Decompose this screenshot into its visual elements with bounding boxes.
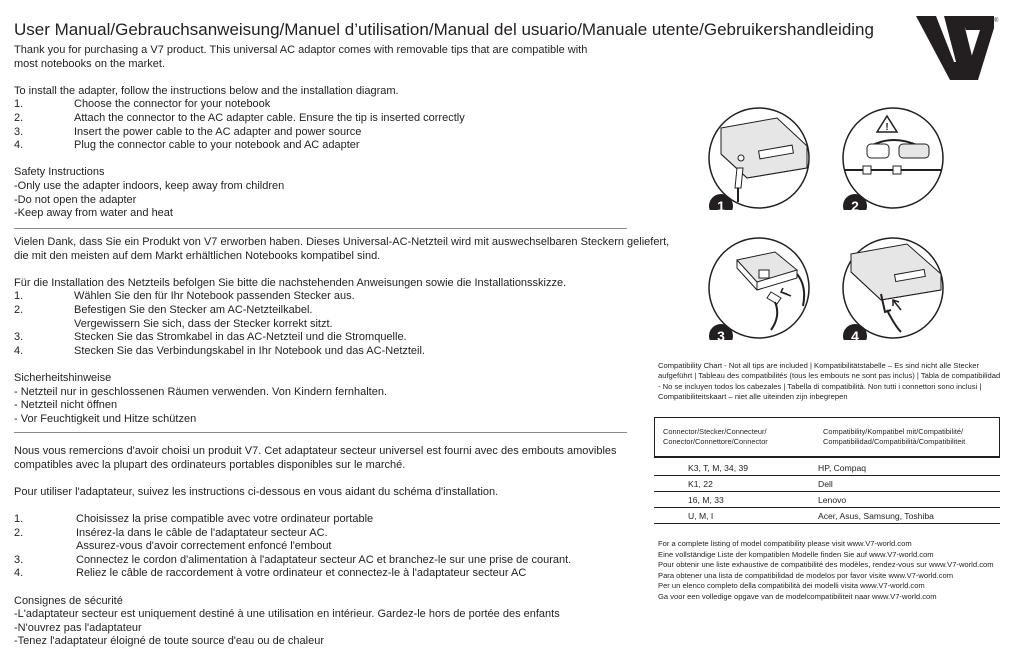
german-safety-item: - Netzteil nicht öffnen (14, 399, 118, 412)
french-safety-item: -L'adaptateur secteur est uniquement destiné à une utilisation en intérieur. Gardez-le hors de portée des enfants (14, 608, 560, 621)
table-row (654, 476, 1000, 492)
english-install-intro: To install the adapter, follow the instructions below and the installation diagram. (14, 84, 399, 97)
svg-text:!: ! (885, 122, 889, 133)
diagram-step-number: 4 (851, 328, 859, 340)
french-section (14, 445, 654, 649)
website-link[interactable]: Eine vollständige Liste der kompatiblen Modelle finden Sie auf www.V7-world.com (658, 549, 934, 559)
french-intro: compatibles avec la plupart des ordinateurs portables disponibles sur le marché. (14, 458, 406, 471)
website-link[interactable]: For a complete listing of model compatibility please visit www.V7-world.com (658, 539, 912, 548)
compatibility-note-line: Compatibiliteitskaart – niet alle uiteinden zijn inbegrepen (658, 392, 848, 402)
diagram-step-number: 2 (851, 198, 859, 210)
table-row (654, 492, 1000, 508)
cell-brands: Lenovo (818, 494, 847, 505)
header-connector: Connector/Stecker/Connecteur/ Conector/Connettore/Connector (663, 427, 768, 446)
french-safety-item: -Tenez l'adaptateur éloigné de toute source d'eau ou de chaleur (14, 635, 324, 648)
german-safety-item: - Netzteil nur in geschlossenen Räumen verwenden. Von Kindern fernhalten. (14, 385, 388, 398)
german-intro: Vielen Dank, dass Sie ein Produkt von V7 erworben haben. Dieses Universal-AC-Netzteil wird mit auswechselbaren Steckern geliefert, (14, 236, 670, 248)
german-step: 2. Befestigen Sie den Stecker am AC-Netzteilkabel. (14, 303, 313, 316)
website-link[interactable]: Per un elenco completo della compatibilità dei modelli visita www.V7-world.com (658, 581, 925, 591)
compatibility-note-line: - No se incluyen todos los cabezales | Tabella di compatibilità. Non tutti i connettori sono inclusi | (658, 381, 982, 391)
english-safety-item: -Only use the adapter indoors, keep away from children (14, 179, 285, 192)
french-safety-title: Consignes de sécurité (14, 594, 123, 607)
power-cable-diagram (707, 236, 811, 340)
german-section (14, 236, 670, 426)
header-compatibility: Compatibility/Kompatibel mit/Compatibilité/ Compatibilidad/Compatibilità/Compatibiliteit (823, 427, 966, 446)
english-intro: Thank you for purchasing a V7 product. This universal AC adaptor comes with removable tips that are compatible with (14, 44, 588, 56)
v7-logo (916, 14, 1000, 82)
website-link[interactable]: Ga voor een volledige opgave van de modelcompatibiliteit naar www.V7-world.com (658, 591, 937, 601)
compatibility-table (654, 417, 1000, 524)
notebook-plug-diagram (841, 236, 945, 340)
compatibility-note-line: Compatibility Chart - Not all tips are included | Kompatibilitätstabelle – Es sind nicht alle Stecker (658, 361, 980, 370)
german-step: 1. Wählen Sie den für Ihr Notebook passenden Stecker aus. (14, 290, 355, 303)
french-intro: Nous vous remercions d'avoir choisi un produit V7. Cet adaptateur secteur universel est fourni avec des embouts amovibles (14, 445, 617, 457)
english-step: 3. Insert the power cable to the AC adapter and power source (14, 125, 362, 138)
table-row (654, 460, 1000, 476)
table-row (654, 508, 1000, 524)
section-divider (14, 228, 627, 229)
french-safety-item: -N'ouvrez pas l'adaptateur (14, 621, 142, 634)
french-step: 3. Connectez le cordon d'alimentation à l'adaptateur secteur AC et branchez-le sur une prise de courant. (14, 553, 572, 566)
german-step: Vergewissern Sie sich, dass der Stecker korrekt sitzt. (74, 317, 333, 330)
diagram-step-number: 3 (717, 328, 725, 340)
tip-attach-diagram (841, 106, 945, 210)
german-step: 4. Stecken Sie das Verbindungskabel in Ihr Notebook und das AC-Netzteil. (14, 344, 425, 357)
page-title: User Manual/Gebrauchsanweisung/Manuel d’utilisation/Manual del usuario/Manuale utente/Gebruikershandleiding (14, 20, 874, 39)
french-step: 2. Insérez-la dans le câble de l'adaptateur secteur AC. (14, 526, 328, 539)
compatibility-note-line: aufgeführt | Tableau des compatibilités (tous les embouts ne sont pas inclus) | Tabla de compatibilidad (658, 371, 1001, 381)
english-step: 4. Plug the connector cable to your notebook and AC adapter (14, 139, 360, 152)
compatibility-note (658, 361, 1020, 403)
cell-connector: K3, T, M, 34, 39 (688, 462, 749, 473)
french-step: 4. Reliez le câble de raccordement à votre ordinateur et connectez-le à l'adaptateur secteur AC (14, 567, 527, 580)
cell-brands: HP, Compaq (818, 462, 867, 473)
german-intro: die mit den meisten auf dem Markt erhältlichen Notebooks kompatibel sind. (14, 249, 381, 262)
cell-connector: K1, 22 (688, 478, 713, 489)
english-section (14, 44, 654, 221)
french-step: Assurez-vous d'avoir correctement enfoncé l'embout (76, 540, 332, 553)
french-install-intro: Pour utiliser l'adaptateur, suivez les instructions ci-dessous en vous aidant du schéma d'installation. (14, 485, 499, 498)
section-divider (14, 432, 627, 433)
cell-connector: U, M, I (688, 510, 714, 521)
website-links (658, 539, 1020, 603)
table-header (654, 417, 1000, 458)
cell-connector: 16, M, 33 (688, 494, 724, 505)
english-safety-item: -Do not open the adapter (14, 193, 137, 206)
english-safety-title: Safety Instructions (14, 166, 105, 179)
english-safety-item: -Keep away from water and heat (14, 207, 173, 220)
german-step: 3. Stecken Sie das Stromkabel in das AC-Netzteil und die Stromquelle. (14, 331, 407, 344)
english-intro: most notebooks on the market. (14, 57, 166, 70)
registered-mark: ® (994, 18, 999, 24)
german-install-intro: Für die Installation des Netzteils befolgen Sie bitte die nachstehenden Anweisungen sowie die Installationsskizze. (14, 276, 567, 289)
laptop-port-diagram (707, 106, 811, 210)
english-step: 2. Attach the connector to the AC adapter cable. Ensure the tip is inserted correctly (14, 111, 465, 124)
english-step: 1. Choose the connector for your notebook (14, 98, 271, 111)
website-link[interactable]: Pour obtenir une liste exhaustive de compatibilité des modèles, rendez-vous sur www.V7-world.com (658, 560, 994, 570)
german-safety-title: Sicherheitshinweise (14, 371, 112, 384)
diagram-step-number: 1 (717, 198, 725, 210)
cell-brands: Acer, Asus, Samsung, Toshiba (818, 510, 934, 521)
french-step: 1. Choisissez la prise compatible avec votre ordinateur portable (14, 512, 374, 525)
cell-brands: Dell (818, 478, 833, 489)
german-safety-item: - Vor Feuchtigkeit und Hitze schützen (14, 412, 197, 425)
website-link[interactable]: Para obtener una lista de compatibilidad de modelos por favor visite www.V7-world.com (658, 570, 954, 580)
